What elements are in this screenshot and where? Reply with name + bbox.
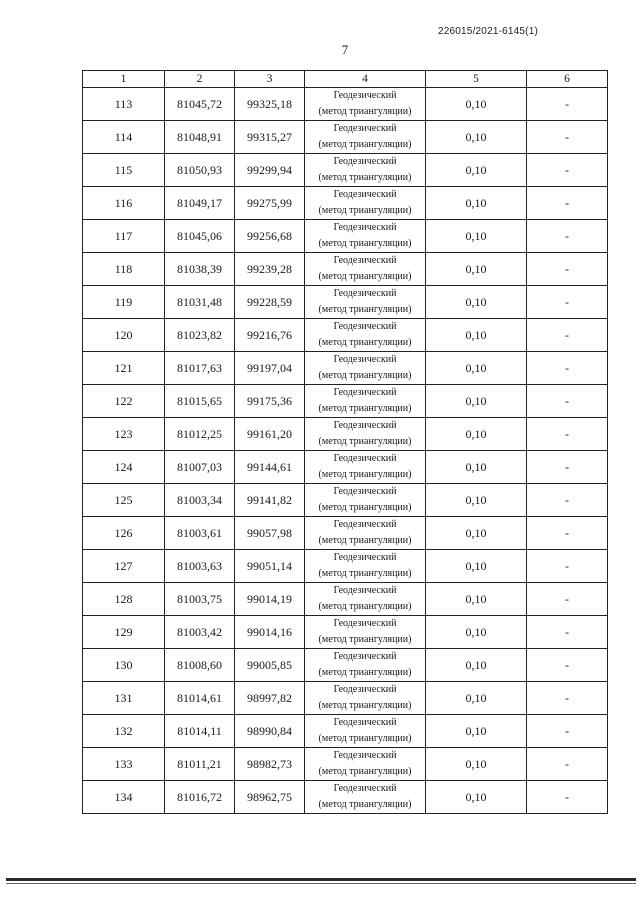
- table-row: [83, 484, 608, 517]
- x-coordinate-cell: 81017,63: [165, 352, 235, 385]
- table-header: [83, 71, 608, 88]
- column-header-3: 3: [235, 71, 305, 88]
- point-number-cell: 132: [83, 715, 165, 748]
- accuracy-cell: 0,10: [426, 583, 527, 616]
- method-cell: [305, 187, 426, 220]
- method-line-2: (метод триангуляции): [318, 568, 412, 579]
- y-coordinate-cell: 99228,59: [235, 286, 305, 319]
- method-cell: [305, 418, 426, 451]
- y-coordinate-cell: 99197,04: [235, 352, 305, 385]
- method-line-2: (метод триангуляции): [318, 370, 412, 381]
- note-cell: -: [527, 748, 608, 781]
- x-coordinate-cell: 81011,21: [165, 748, 235, 781]
- method-line-1: Геодезический: [333, 717, 397, 728]
- y-coordinate-cell: 99057,98: [235, 517, 305, 550]
- table-row: [83, 649, 608, 682]
- method-line-2: (метод триангуляции): [318, 403, 412, 414]
- method-line-2: (метод триангуляции): [318, 106, 412, 117]
- note-cell: -: [527, 154, 608, 187]
- accuracy-cell: 0,10: [426, 682, 527, 715]
- document-registration-number: 226015/2021-6145(1): [438, 26, 538, 37]
- method-line-1: Геодезический: [333, 585, 397, 596]
- method-cell: [305, 748, 426, 781]
- accuracy-cell: 0,10: [426, 220, 527, 253]
- table-row: [83, 154, 608, 187]
- point-number-cell: 134: [83, 781, 165, 814]
- footer-rule: [6, 878, 636, 881]
- y-coordinate-cell: 99161,20: [235, 418, 305, 451]
- y-coordinate-cell: 99275,99: [235, 187, 305, 220]
- table-row: [83, 121, 608, 154]
- accuracy-cell: 0,10: [426, 154, 527, 187]
- x-coordinate-cell: 81014,11: [165, 715, 235, 748]
- method-line-1: Геодезический: [333, 453, 397, 464]
- x-coordinate-cell: 81038,39: [165, 253, 235, 286]
- accuracy-cell: 0,10: [426, 484, 527, 517]
- method-line-2: (метод триангуляции): [318, 766, 412, 777]
- note-cell: -: [527, 418, 608, 451]
- y-coordinate-cell: 99239,28: [235, 253, 305, 286]
- method-line-2: (метод триангуляции): [318, 139, 412, 150]
- method-line-2: (метод триангуляции): [318, 502, 412, 513]
- point-number-cell: 125: [83, 484, 165, 517]
- method-line-1: Геодезический: [333, 783, 397, 794]
- y-coordinate-cell: 99014,16: [235, 616, 305, 649]
- table-row: [83, 187, 608, 220]
- method-line-2: (метод триангуляции): [318, 172, 412, 183]
- method-line-1: Геодезический: [333, 321, 397, 332]
- point-number-cell: 126: [83, 517, 165, 550]
- method-line-1: Геодезический: [333, 354, 397, 365]
- method-cell: [305, 253, 426, 286]
- y-coordinate-cell: 99005,85: [235, 649, 305, 682]
- note-cell: -: [527, 220, 608, 253]
- method-cell: [305, 88, 426, 121]
- x-coordinate-cell: 81003,34: [165, 484, 235, 517]
- accuracy-cell: 0,10: [426, 649, 527, 682]
- method-line-2: (метод триангуляции): [318, 634, 412, 645]
- accuracy-cell: 0,10: [426, 517, 527, 550]
- column-header-5: 5: [426, 71, 527, 88]
- method-cell: [305, 385, 426, 418]
- method-line-2: (метод триангуляции): [318, 436, 412, 447]
- x-coordinate-cell: 81045,06: [165, 220, 235, 253]
- accuracy-cell: 0,10: [426, 88, 527, 121]
- table-body: [83, 88, 608, 814]
- column-header-6: 6: [527, 71, 608, 88]
- method-line-2: (метод триангуляции): [318, 304, 412, 315]
- note-cell: -: [527, 649, 608, 682]
- method-line-1: Геодезический: [333, 750, 397, 761]
- method-cell: [305, 286, 426, 319]
- table-row: [83, 748, 608, 781]
- method-cell: [305, 682, 426, 715]
- method-line-2: (метод триангуляции): [318, 238, 412, 249]
- x-coordinate-cell: 81015,65: [165, 385, 235, 418]
- header-row: [83, 71, 608, 88]
- accuracy-cell: 0,10: [426, 715, 527, 748]
- y-coordinate-cell: 99014,19: [235, 583, 305, 616]
- point-number-cell: 119: [83, 286, 165, 319]
- table-row: [83, 88, 608, 121]
- method-cell: [305, 154, 426, 187]
- method-line-1: Геодезический: [333, 651, 397, 662]
- note-cell: -: [527, 616, 608, 649]
- point-number-cell: 127: [83, 550, 165, 583]
- table-row: [83, 682, 608, 715]
- y-coordinate-cell: 98997,82: [235, 682, 305, 715]
- x-coordinate-cell: 81014,61: [165, 682, 235, 715]
- table-row: [83, 385, 608, 418]
- x-coordinate-cell: 81003,61: [165, 517, 235, 550]
- note-cell: -: [527, 385, 608, 418]
- note-cell: -: [527, 187, 608, 220]
- point-number-cell: 123: [83, 418, 165, 451]
- table-row: [83, 715, 608, 748]
- note-cell: -: [527, 451, 608, 484]
- method-line-1: Геодезический: [333, 684, 397, 695]
- x-coordinate-cell: 81049,17: [165, 187, 235, 220]
- table-row: [83, 550, 608, 583]
- accuracy-cell: 0,10: [426, 748, 527, 781]
- table-row: [83, 583, 608, 616]
- accuracy-cell: 0,10: [426, 385, 527, 418]
- x-coordinate-cell: 81023,82: [165, 319, 235, 352]
- note-cell: -: [527, 583, 608, 616]
- method-cell: [305, 583, 426, 616]
- method-line-2: (метод триангуляции): [318, 271, 412, 282]
- accuracy-cell: 0,10: [426, 253, 527, 286]
- point-number-cell: 129: [83, 616, 165, 649]
- note-cell: -: [527, 484, 608, 517]
- method-line-2: (метод триангуляции): [318, 337, 412, 348]
- point-number-cell: 124: [83, 451, 165, 484]
- method-cell: [305, 121, 426, 154]
- note-cell: -: [527, 682, 608, 715]
- method-line-2: (метод триангуляции): [318, 733, 412, 744]
- method-cell: [305, 781, 426, 814]
- y-coordinate-cell: 99216,76: [235, 319, 305, 352]
- method-cell: [305, 319, 426, 352]
- point-number-cell: 122: [83, 385, 165, 418]
- x-coordinate-cell: 81016,72: [165, 781, 235, 814]
- y-coordinate-cell: 99051,14: [235, 550, 305, 583]
- x-coordinate-cell: 81050,93: [165, 154, 235, 187]
- point-number-cell: 117: [83, 220, 165, 253]
- note-cell: -: [527, 121, 608, 154]
- x-coordinate-cell: 81003,63: [165, 550, 235, 583]
- x-coordinate-cell: 81007,03: [165, 451, 235, 484]
- method-line-2: (метод триангуляции): [318, 535, 412, 546]
- method-line-2: (метод триангуляции): [318, 799, 412, 810]
- note-cell: -: [527, 286, 608, 319]
- accuracy-cell: 0,10: [426, 616, 527, 649]
- method-line-1: Геодезический: [333, 123, 397, 134]
- y-coordinate-cell: 99175,36: [235, 385, 305, 418]
- method-cell: [305, 550, 426, 583]
- point-number-cell: 114: [83, 121, 165, 154]
- table-row: [83, 418, 608, 451]
- method-cell: [305, 484, 426, 517]
- note-cell: -: [527, 715, 608, 748]
- x-coordinate-cell: 81008,60: [165, 649, 235, 682]
- method-line-1: Геодезический: [333, 486, 397, 497]
- point-number-cell: 131: [83, 682, 165, 715]
- method-line-1: Геодезический: [333, 552, 397, 563]
- point-number-cell: 128: [83, 583, 165, 616]
- table-row: [83, 451, 608, 484]
- point-number-cell: 116: [83, 187, 165, 220]
- note-cell: -: [527, 253, 608, 286]
- x-coordinate-cell: 81031,48: [165, 286, 235, 319]
- y-coordinate-cell: 98962,75: [235, 781, 305, 814]
- point-number-cell: 118: [83, 253, 165, 286]
- coordinates-table: [82, 70, 608, 814]
- accuracy-cell: 0,10: [426, 781, 527, 814]
- x-coordinate-cell: 81003,42: [165, 616, 235, 649]
- accuracy-cell: 0,10: [426, 187, 527, 220]
- method-line-1: Геодезический: [333, 618, 397, 629]
- table-row: [83, 253, 608, 286]
- method-line-1: Геодезический: [333, 189, 397, 200]
- table-row: [83, 616, 608, 649]
- accuracy-cell: 0,10: [426, 319, 527, 352]
- column-header-4: 4: [305, 71, 426, 88]
- point-number-cell: 115: [83, 154, 165, 187]
- method-line-2: (метод триангуляции): [318, 700, 412, 711]
- method-line-1: Геодезический: [333, 222, 397, 233]
- x-coordinate-cell: 81012,25: [165, 418, 235, 451]
- method-line-1: Геодезический: [333, 519, 397, 530]
- note-cell: -: [527, 352, 608, 385]
- point-number-cell: 113: [83, 88, 165, 121]
- y-coordinate-cell: 98982,73: [235, 748, 305, 781]
- method-line-2: (метод триангуляции): [318, 601, 412, 612]
- accuracy-cell: 0,10: [426, 550, 527, 583]
- point-number-cell: 121: [83, 352, 165, 385]
- method-line-1: Геодезический: [333, 255, 397, 266]
- x-coordinate-cell: 81003,75: [165, 583, 235, 616]
- point-number-cell: 130: [83, 649, 165, 682]
- method-cell: [305, 715, 426, 748]
- y-coordinate-cell: 99325,18: [235, 88, 305, 121]
- point-number-cell: 133: [83, 748, 165, 781]
- accuracy-cell: 0,10: [426, 286, 527, 319]
- footer-rule-thin: [6, 883, 636, 884]
- y-coordinate-cell: 98990,84: [235, 715, 305, 748]
- method-cell: [305, 517, 426, 550]
- method-cell: [305, 649, 426, 682]
- y-coordinate-cell: 99144,61: [235, 451, 305, 484]
- table-row: [83, 352, 608, 385]
- method-line-1: Геодезический: [333, 420, 397, 431]
- accuracy-cell: 0,10: [426, 451, 527, 484]
- table-row: [83, 220, 608, 253]
- note-cell: -: [527, 550, 608, 583]
- method-cell: [305, 616, 426, 649]
- method-cell: [305, 220, 426, 253]
- column-header-1: 1: [83, 71, 165, 88]
- note-cell: -: [527, 781, 608, 814]
- x-coordinate-cell: 81048,91: [165, 121, 235, 154]
- method-line-1: Геодезический: [333, 156, 397, 167]
- table-row: [83, 319, 608, 352]
- page-number: 7: [341, 42, 349, 57]
- column-header-2: 2: [165, 71, 235, 88]
- method-line-1: Геодезический: [333, 90, 397, 101]
- x-coordinate-cell: 81045,72: [165, 88, 235, 121]
- accuracy-cell: 0,10: [426, 352, 527, 385]
- method-line-2: (метод триангуляции): [318, 667, 412, 678]
- method-line-2: (метод триангуляции): [318, 205, 412, 216]
- table-row: [83, 517, 608, 550]
- y-coordinate-cell: 99141,82: [235, 484, 305, 517]
- method-line-1: Геодезический: [333, 387, 397, 398]
- y-coordinate-cell: 99256,68: [235, 220, 305, 253]
- note-cell: -: [527, 319, 608, 352]
- note-cell: -: [527, 517, 608, 550]
- method-cell: [305, 352, 426, 385]
- accuracy-cell: 0,10: [426, 418, 527, 451]
- note-cell: -: [527, 88, 608, 121]
- y-coordinate-cell: 99299,94: [235, 154, 305, 187]
- method-cell: [305, 451, 426, 484]
- y-coordinate-cell: 99315,27: [235, 121, 305, 154]
- method-line-1: Геодезический: [333, 288, 397, 299]
- table-row: [83, 781, 608, 814]
- point-number-cell: 120: [83, 319, 165, 352]
- table-row: [83, 286, 608, 319]
- accuracy-cell: 0,10: [426, 121, 527, 154]
- method-line-2: (метод триангуляции): [318, 469, 412, 480]
